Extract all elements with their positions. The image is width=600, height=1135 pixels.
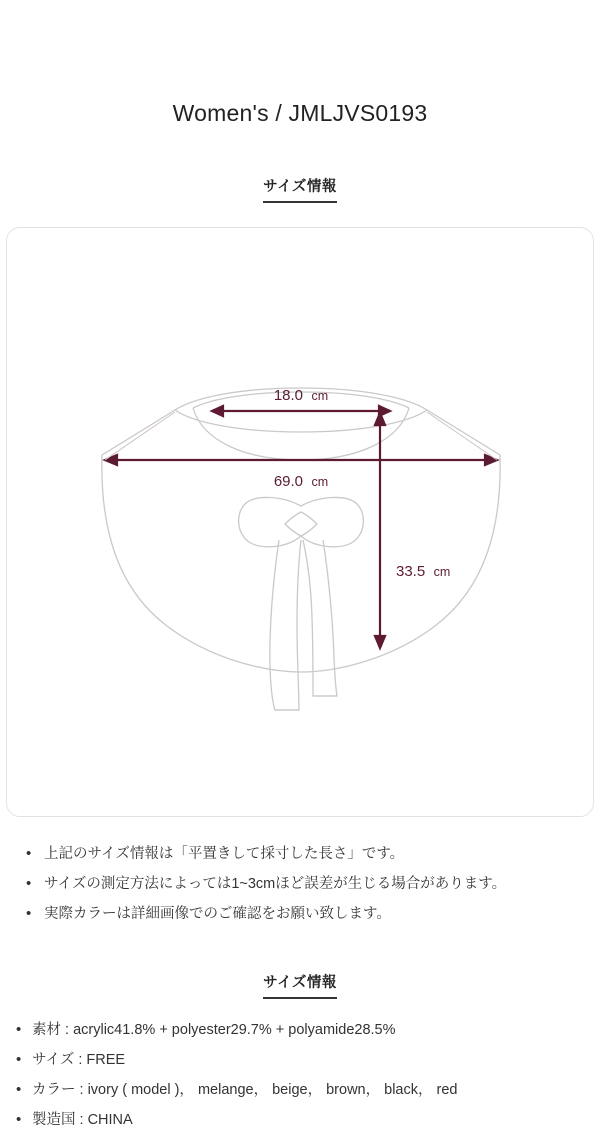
- total-width-arrow-left: [105, 455, 117, 465]
- list-item: • 製造国 : CHINA: [14, 1105, 582, 1135]
- total-width-arrow-right: [485, 455, 497, 465]
- measurement-lines: [105, 406, 497, 648]
- size-diagram-panel: [6, 227, 594, 817]
- guide-line-left: [105, 412, 175, 460]
- spec-info-heading: [0, 971, 600, 999]
- list-item: • サイズの測定方法によっては1~3cmほど誤差が生じる場合があります。: [22, 869, 582, 899]
- total-length-label: 33.5 cm: [396, 563, 451, 580]
- spec-list: [0, 1015, 600, 1135]
- size-info-heading-label: サイズ情報: [263, 175, 337, 203]
- list-item: • サイズ : FREE: [14, 1045, 582, 1075]
- garment-outline: [102, 388, 500, 710]
- list-item: • 上記のサイズ情報は「平置きして採寸した長さ」です。: [22, 839, 582, 869]
- garment-diagram: [7, 228, 595, 816]
- neck-width-arrow-left: [212, 406, 223, 416]
- spec-info-heading-label: サイズ情報: [263, 971, 337, 999]
- list-item: • 実際カラーは詳細画像でのご確認をお願い致します。: [22, 899, 582, 929]
- total-length-arrow-bottom: [375, 636, 385, 648]
- list-item: • カラー : ivory ( model )， melange， beige， brown， black， red: [14, 1075, 582, 1105]
- guide-line-right: [427, 412, 497, 460]
- page-title: Women's / JMLJVS0193: [172, 100, 428, 126]
- list-item: • 素材 : acrylic41.8% + polyester29.7% + polyamide28.5%: [14, 1015, 582, 1045]
- size-info-heading: [0, 175, 600, 203]
- total-width-label: 69.0 cm: [273, 473, 329, 490]
- neck-width-label: 18.0 cm: [273, 387, 329, 404]
- notes-list: [0, 839, 600, 929]
